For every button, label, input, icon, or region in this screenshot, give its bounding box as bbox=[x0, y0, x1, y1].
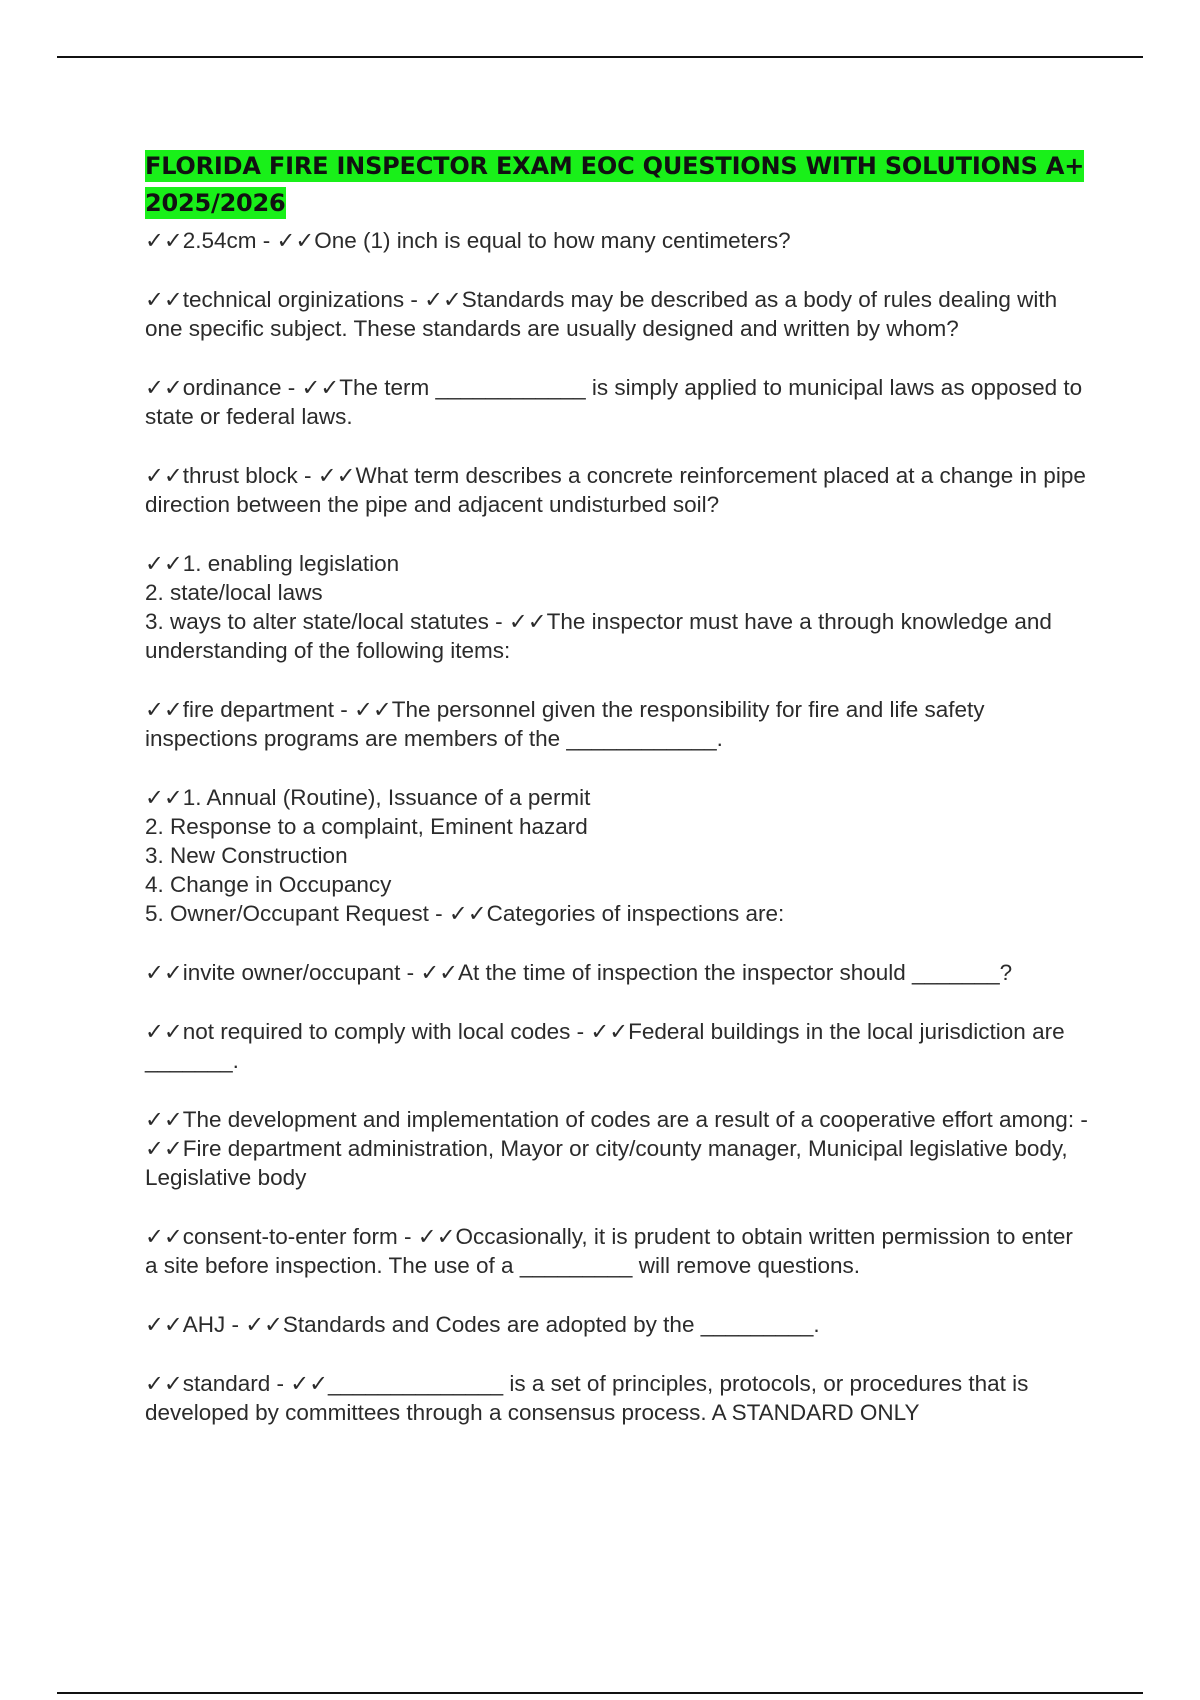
qa-item: ✓✓thrust block - ✓✓What term describes a concrete reinforcement placed at a change in pipe direction between the pipe and adjacent undisturbed soil? bbox=[145, 463, 1093, 517]
document-title bbox=[145, 148, 1090, 222]
qa-item: ✓✓1. Annual (Routine), Issuance of a permit 2. Response to a complaint, Eminent hazard 3. New Construction 4. Change in Occupancy 5. Owner/Occupant Request - ✓✓Categories of inspections are: bbox=[145, 785, 785, 926]
title-highlight: FLORIDA FIRE INSPECTOR EXAM EOC QUESTIONS WITH SOLUTIONS A+ 2025/2026 bbox=[145, 152, 1085, 217]
qa-item: ✓✓The development and implementation of codes are a result of a cooperative effort among: - ✓✓Fire department administration, Mayor or city/county manager, Municipal legislative body, Legislative body bbox=[145, 1107, 1095, 1190]
qa-item: ✓✓consent-to-enter form - ✓✓Occasionally, it is prudent to obtain written permission to enter a site before inspection. The use of a _________ will remove questions. bbox=[145, 1224, 1080, 1278]
qa-item: ✓✓fire department - ✓✓The personnel given the responsibility for fire and life safety inspections programs are members of the ____________. bbox=[145, 697, 991, 751]
qa-item: ✓✓2.54cm - ✓✓One (1) inch is equal to how many centimeters? bbox=[145, 228, 791, 253]
qa-item: ✓✓ordinance - ✓✓The term ____________ is simply applied to municipal laws as opposed to state or federal laws. bbox=[145, 375, 1089, 429]
document-body bbox=[145, 148, 1095, 1457]
qa-item: ✓✓not required to comply with local codes - ✓✓Federal buildings in the local jurisdiction are _______. bbox=[145, 1019, 1071, 1073]
qa-item: ✓✓AHJ - ✓✓Standards and Codes are adopted by the _________. bbox=[145, 1312, 820, 1337]
bottom-rule bbox=[57, 1692, 1143, 1694]
qa-item: ✓✓standard - ✓✓______________ is a set of principles, protocols, or procedures that is developed by committees through a consensus process. A STANDARD ONLY bbox=[145, 1371, 1035, 1425]
qa-item: ✓✓invite owner/occupant - ✓✓At the time of inspection the inspector should _______? bbox=[145, 960, 1013, 985]
top-rule bbox=[57, 56, 1143, 58]
qa-item: ✓✓technical orginizations - ✓✓Standards may be described as a body of rules dealing with one specific subject. These standards are usually designed and written by whom? bbox=[145, 287, 1064, 341]
qa-item: ✓✓1. enabling legislation 2. state/local laws 3. ways to alter state/local statutes - ✓✓The inspector must have a through knowledge and understanding of the following items: bbox=[145, 551, 1052, 663]
